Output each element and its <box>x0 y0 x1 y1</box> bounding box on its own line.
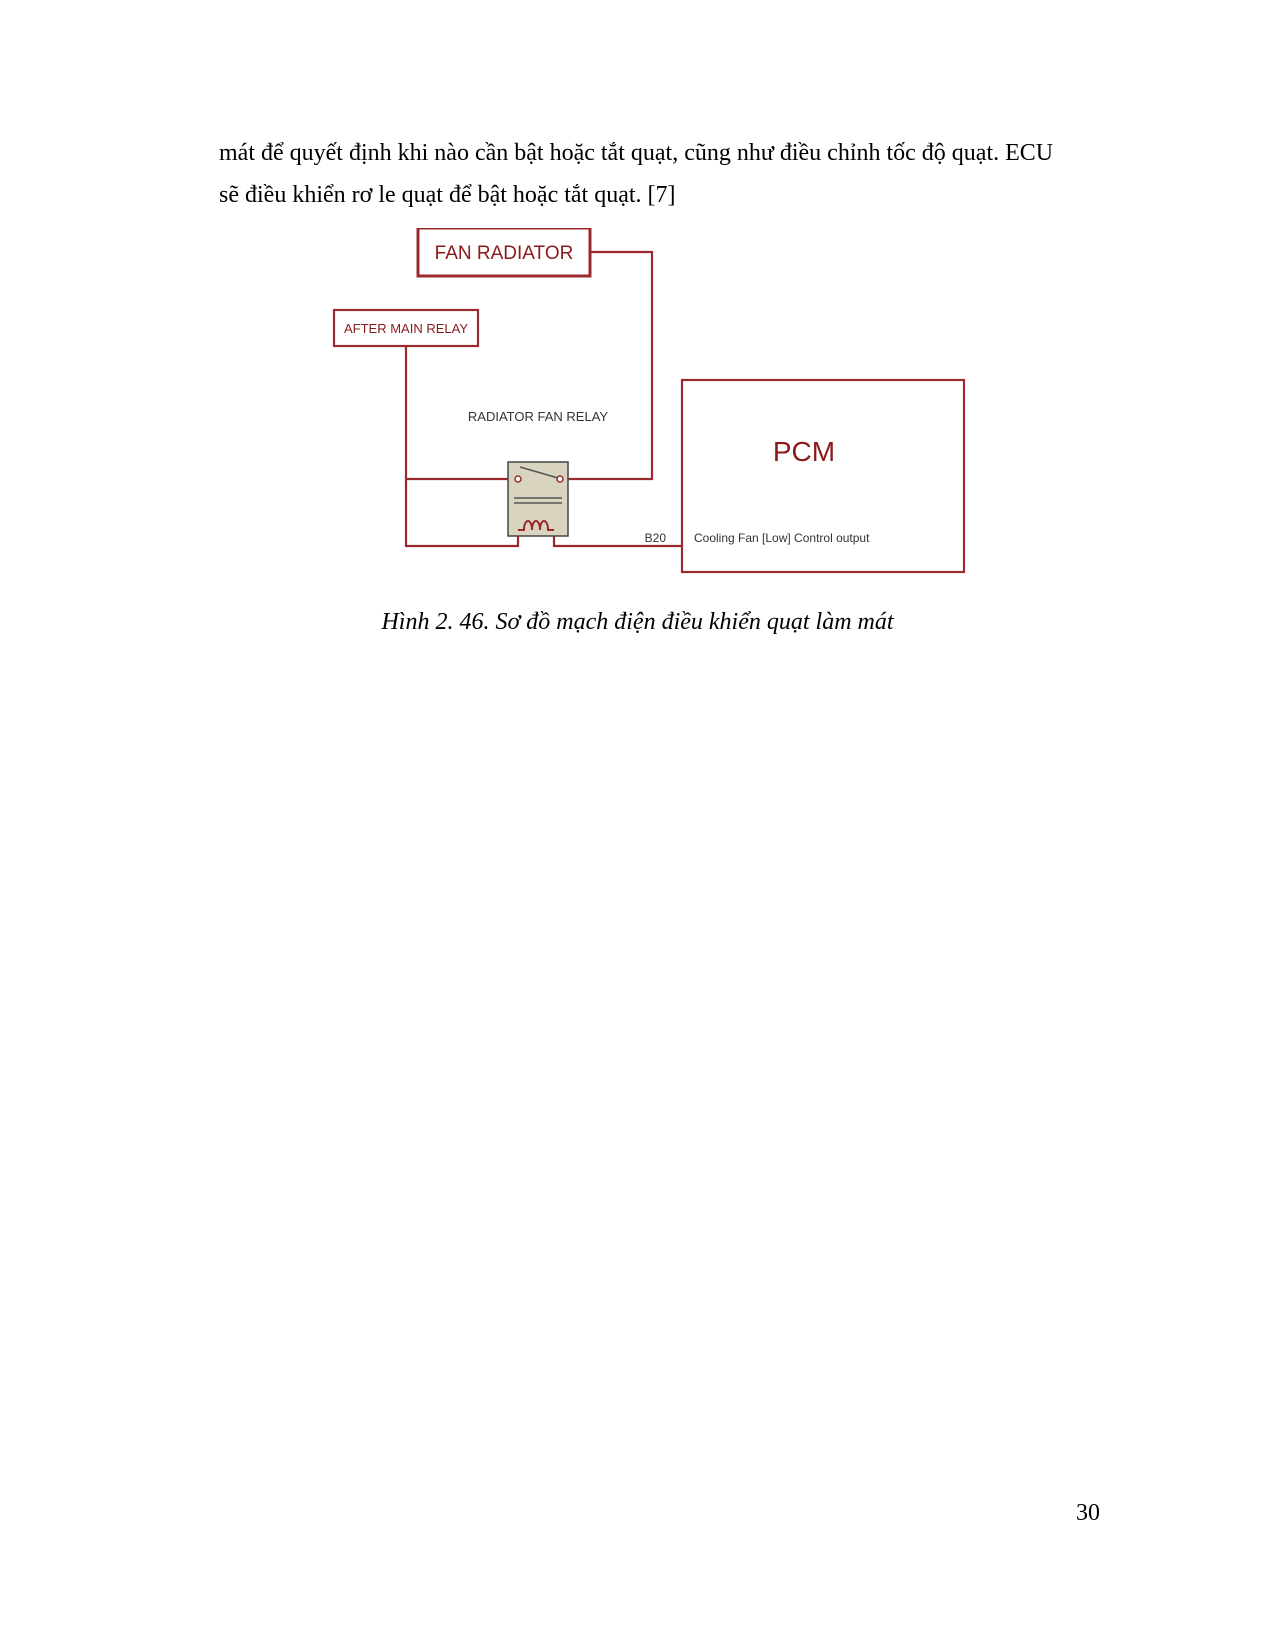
paragraph-line: sẽ điều khiển rơ le quạt để bật hoặc tắt quạt. [7] <box>219 182 676 208</box>
figure-caption: Hình 2. 46. Sơ đồ mạch điện điều khiển quạt làm mát <box>381 609 894 635</box>
wire-fan-to-relay <box>560 252 652 479</box>
pcm-label: PCM <box>772 436 836 467</box>
fan-control-circuit-diagram <box>330 228 970 598</box>
relay-body <box>508 462 568 536</box>
radiator-fan-relay <box>508 462 568 536</box>
wire-main-relay-down <box>406 346 518 546</box>
page-number: 30 <box>1076 1500 1100 1526</box>
fan-radiator-label: FAN RADIATOR <box>434 243 574 264</box>
output-label: Cooling Fan [Low] Control output <box>694 531 870 545</box>
body-paragraph <box>219 132 1099 216</box>
pin-label: B20 <box>644 531 666 545</box>
relay-contact-left <box>515 476 521 482</box>
relay-contact-right <box>557 476 563 482</box>
after-main-relay-label: AFTER MAIN RELAY <box>343 321 469 336</box>
paragraph-line: mát để quyết định khi nào cần bật hoặc tắt quạt, cũng như điều chỉnh tốc độ quạt. ECU <box>219 140 1054 166</box>
relay-label: RADIATOR FAN RELAY <box>467 409 609 424</box>
